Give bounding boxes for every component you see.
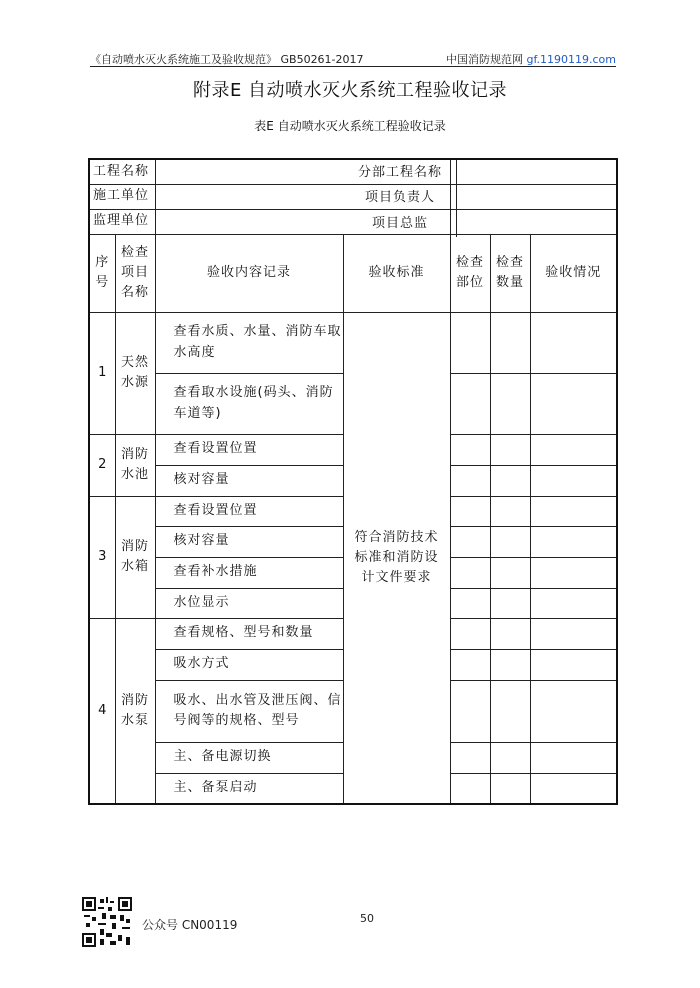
quantity-field[interactable] bbox=[490, 649, 530, 680]
result-field[interactable] bbox=[530, 618, 617, 649]
col-item: 检查项目名称 bbox=[115, 234, 155, 312]
item-name-cell: 消防水池 bbox=[115, 434, 155, 496]
result-field[interactable] bbox=[530, 557, 617, 588]
result-field[interactable] bbox=[530, 680, 617, 742]
location-field[interactable] bbox=[450, 373, 490, 434]
quantity-field[interactable] bbox=[490, 312, 530, 373]
project-name-label: 工程名称 bbox=[89, 159, 155, 184]
location-field[interactable] bbox=[450, 434, 490, 465]
quantity-field[interactable] bbox=[490, 496, 530, 526]
result-field[interactable] bbox=[530, 649, 617, 680]
content-cell: 水位显示 bbox=[155, 588, 343, 618]
construction-unit-label: 施工单位 bbox=[89, 184, 155, 209]
item-name-cell: 天然水源 bbox=[115, 312, 155, 434]
quantity-field[interactable] bbox=[490, 526, 530, 557]
location-field[interactable] bbox=[450, 649, 490, 680]
project-director-cell bbox=[450, 209, 617, 234]
sub-project-cell bbox=[450, 159, 617, 184]
supervision-unit-label: 监理单位 bbox=[89, 209, 155, 234]
quantity-field[interactable] bbox=[490, 773, 530, 804]
content-cell: 吸水、出水管及泄压阀、信号阀等的规格、型号 bbox=[155, 680, 343, 742]
result-field[interactable] bbox=[530, 434, 617, 465]
project-director-label: 项目总监 bbox=[371, 216, 428, 231]
running-header bbox=[90, 50, 616, 67]
info-right-label-column bbox=[344, 160, 457, 237]
location-field[interactable] bbox=[450, 680, 490, 742]
site-name: 中国消防规范网 bbox=[445, 53, 523, 66]
quantity-field[interactable] bbox=[490, 434, 530, 465]
seq-cell: 1 bbox=[89, 312, 115, 434]
quantity-field[interactable] bbox=[490, 465, 530, 496]
seq-cell: 4 bbox=[89, 618, 115, 804]
item-name-cell: 消防水箱 bbox=[115, 496, 155, 618]
location-field[interactable] bbox=[450, 773, 490, 804]
item-name-cell: 消防水泵 bbox=[115, 618, 155, 804]
acceptance-record-table bbox=[88, 158, 618, 805]
result-field[interactable] bbox=[530, 312, 617, 373]
standard-cell: 符合消防技术标准和消防设计文件要求 bbox=[343, 312, 450, 804]
table-caption: 表E 自动喷水灭火系统工程验收记录 bbox=[254, 119, 446, 133]
book-title: 《自动喷水灭火系统施工及验收规范》 GB50261-2017 bbox=[90, 53, 364, 66]
page-number: 50 bbox=[360, 912, 374, 925]
result-field[interactable] bbox=[530, 373, 617, 434]
wechat-account: 公众号 CN00119 bbox=[142, 918, 238, 932]
content-cell: 查看取水设施(码头、消防车道等) bbox=[155, 373, 343, 434]
column-header-row bbox=[89, 234, 617, 312]
result-field[interactable] bbox=[530, 588, 617, 618]
site-url-link[interactable]: gf.1190119.com bbox=[526, 53, 616, 66]
quantity-field[interactable] bbox=[490, 680, 530, 742]
col-seq: 序号 bbox=[89, 234, 115, 312]
project-leader-label: 项目负责人 bbox=[364, 190, 435, 205]
seq-cell: 2 bbox=[89, 434, 115, 496]
quantity-field[interactable] bbox=[490, 742, 530, 773]
result-field[interactable] bbox=[530, 496, 617, 526]
col-quantity: 检查数量 bbox=[490, 234, 530, 312]
location-field[interactable] bbox=[450, 496, 490, 526]
content-cell: 吸水方式 bbox=[155, 649, 343, 680]
location-field[interactable] bbox=[450, 618, 490, 649]
content-cell: 查看水质、水量、消防车取水高度 bbox=[155, 312, 343, 373]
site-credit bbox=[446, 51, 616, 67]
table-row bbox=[89, 312, 617, 373]
location-field[interactable] bbox=[450, 557, 490, 588]
location-field[interactable] bbox=[450, 312, 490, 373]
content-cell: 查看设置位置 bbox=[155, 434, 343, 465]
quantity-field[interactable] bbox=[490, 588, 530, 618]
content-cell: 核对容量 bbox=[155, 526, 343, 557]
result-field[interactable] bbox=[530, 773, 617, 804]
quantity-field[interactable] bbox=[490, 373, 530, 434]
qr-code bbox=[82, 897, 132, 947]
location-field[interactable] bbox=[450, 588, 490, 618]
col-result: 验收情况 bbox=[530, 234, 617, 312]
project-leader-cell bbox=[450, 184, 617, 209]
location-field[interactable] bbox=[450, 742, 490, 773]
content-cell: 查看规格、型号和数量 bbox=[155, 618, 343, 649]
content-cell: 核对容量 bbox=[155, 465, 343, 496]
content-cell: 主、备电源切换 bbox=[155, 742, 343, 773]
col-content: 验收内容记录 bbox=[155, 234, 343, 312]
seq-cell: 3 bbox=[89, 496, 115, 618]
content-cell: 查看补水措施 bbox=[155, 557, 343, 588]
location-field[interactable] bbox=[450, 526, 490, 557]
quantity-field[interactable] bbox=[490, 557, 530, 588]
location-field[interactable] bbox=[450, 465, 490, 496]
content-cell: 主、备泵启动 bbox=[155, 773, 343, 804]
document-title: 附录E 自动喷水灭火系统工程验收记录 bbox=[192, 80, 508, 101]
result-field[interactable] bbox=[530, 465, 617, 496]
col-standard: 验收标准 bbox=[343, 234, 450, 312]
result-field[interactable] bbox=[530, 526, 617, 557]
result-field[interactable] bbox=[530, 742, 617, 773]
sub-project-label: 分部工程名称 bbox=[357, 165, 442, 180]
col-location: 检查部位 bbox=[450, 234, 490, 312]
quantity-field[interactable] bbox=[490, 618, 530, 649]
content-cell: 查看设置位置 bbox=[155, 496, 343, 526]
